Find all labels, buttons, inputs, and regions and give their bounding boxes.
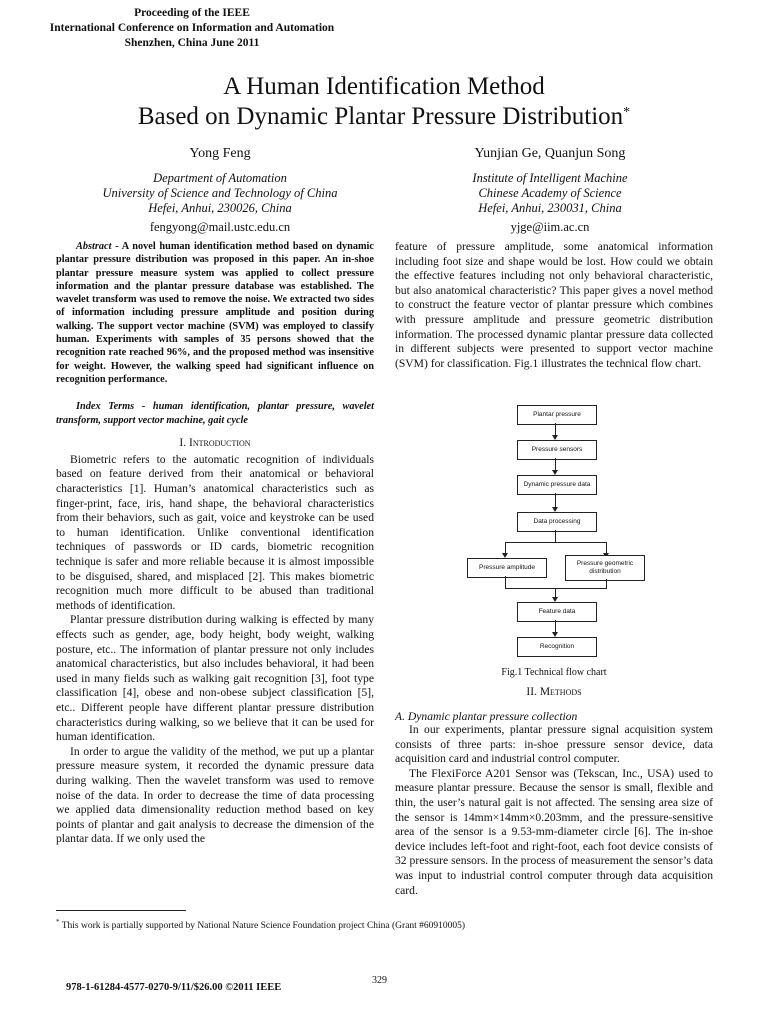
author-affiliation: Hefei, Anhui, 230031, China bbox=[478, 201, 622, 215]
paper-title bbox=[0, 72, 768, 132]
author-affiliation: Hefei, Anhui, 230026, China bbox=[148, 201, 292, 215]
abstract-text: - A novel human identification method based on dynamic plantar pressure distribution was proposed in this paper. An in-shoe plantar pressure measure system was applied to collect pressure information and the plantar pressure database was established. The wavelet transform was used to remove the noise. We extracted two sides of information including pressure amplitude and position during walking. The support vector machine (SVM) was employed to classify human. Experiments with samples of 35 persons showed that the recognition rate reached 96%, and the proposed method was insensitive for weight. However, the walking speed had significant influence on recognition performance. bbox=[56, 241, 374, 385]
author-block-right bbox=[390, 146, 710, 235]
title-line-2: Based on Dynamic Plantar Pressure Distribution* bbox=[137, 103, 631, 130]
paragraph: The FlexiForce A201 Sensor was (Tekscan, Inc., USA) used to measure plantar pressure. Because the sensor is small, flexible and thin, the user’s natural gait is not affected. The sensing area size of the sensor is 14mm×14mm×0.203mm, and the pressure-sensitive area of the sensor is a 9.53-mm-diameter circle [6]. The in-shoe device includes left-foot and right-foot, each foot device consists of 32 pressure sensors. In the process of measurement the sensor’s data was input to industrial control computer through data acquisition card. bbox=[395, 766, 713, 897]
title-footnote-marker: * bbox=[623, 105, 631, 120]
flowchart-box: Pressure geometric distribution bbox=[565, 555, 645, 581]
paragraph: Plantar pressure distribution during walking is effected by many effects such as gender, age, body height, body weight, walking posture, etc.. The information of plantar pressure not only includes anatomical characteristics, but also includes behavioral, it had been used in many fields such as walking gait recognition [3], foot type classification [4], obese and non-obese subject classification [5], etc.. Different people have different plantar pressure distribution characteristics during walking, so we believe that it can be used for human identification. bbox=[56, 613, 374, 744]
paragraph: In our experiments, plantar pressure signal acquisition system consists of three parts: in-shoe pressure sensor device, data acquisition card and industrial control computer. bbox=[395, 723, 713, 766]
flowchart-box: Plantar pressure bbox=[517, 405, 597, 425]
author-affiliation: Institute of Intelligent Machine bbox=[472, 171, 628, 185]
author-email: fengyong@mail.ustc.edu.cn bbox=[149, 220, 291, 234]
subsection-heading: A. Dynamic plantar pressure collection bbox=[395, 710, 578, 723]
left-column bbox=[56, 240, 374, 847]
methods-section bbox=[395, 686, 713, 898]
header-line-3: Shenzhen, China June 2011 bbox=[124, 37, 260, 49]
index-terms-text: - human identification, plantar pressure, wavelet transform, support vector machine, gait cycle bbox=[56, 401, 374, 426]
index-terms-label: Index Terms bbox=[76, 401, 135, 413]
abstract bbox=[56, 240, 374, 386]
header-line-1: Proceeding of the IEEE bbox=[134, 7, 250, 19]
abstract-label: Abstract bbox=[76, 241, 112, 252]
flowchart-box: Data processing bbox=[517, 512, 597, 532]
author-email: yjge@iim.ac.cn bbox=[510, 220, 590, 234]
flowchart-box: Dynamic pressure data bbox=[517, 475, 597, 495]
header-line-2: International Conference on Information and Automation bbox=[49, 22, 335, 34]
flowchart bbox=[395, 395, 713, 660]
paragraph: feature of pressure amplitude, some anatomical information including foot size and shape would be lost. How could we obtain the effective features including not only behavioral characteristic, but also anatomical characteristic? This paper gives a novel method to construct the feature vector of plantar pressure which combines with pressure amplitude and pressure geometric distribution information. The processed dynamic plantar pressure data collected in different subjects were presented to support vector machine (SVM) for classification. Fig.1 illustrates the technical flow chart. bbox=[395, 240, 713, 370]
flowchart-box: Recognition bbox=[517, 637, 597, 657]
paragraph: In order to argue the validity of the method, we put up a plantar pressure measure system, it recorded the dynamic pressure data during walking. Then the wavelet transform was used to remove noise of the data. In order to decrease the time of data processing we applied data dimensionality reduction method based on key points of plantar and gait analysis to decrease the dimension of the plantar data. If we only used the bbox=[56, 744, 374, 846]
isbn-line: 978-1-61284-4577-0270-9/11/$26.00 ©2011 IEEE bbox=[66, 982, 282, 993]
right-column-intro bbox=[395, 240, 713, 371]
author-affiliation: University of Science and Technology of China bbox=[102, 186, 338, 200]
footnote-rule bbox=[56, 910, 186, 911]
section-heading-introduction: I. Introduction bbox=[179, 436, 251, 449]
flowchart-box: Pressure sensors bbox=[517, 440, 597, 460]
footnote-text: This work is partially supported by National Nature Science Foundation project China (Grant #60910005) bbox=[59, 921, 466, 932]
flowchart-box: Pressure amplitude bbox=[467, 558, 547, 578]
author-name: Yunjian Ge, Quanjun Song bbox=[474, 146, 626, 161]
introduction-body bbox=[56, 453, 374, 847]
footnote-marker: * bbox=[56, 918, 60, 926]
author-block-left bbox=[60, 146, 380, 235]
footnote bbox=[56, 918, 716, 931]
index-terms bbox=[56, 400, 374, 427]
methods-body bbox=[395, 723, 713, 898]
figure-caption: Fig.1 Technical flow chart bbox=[501, 667, 607, 678]
section-heading-methods: II. Methods bbox=[526, 686, 582, 698]
author-name: Yong Feng bbox=[189, 146, 251, 161]
paragraph: Biometric refers to the automatic recognition of individuals based on feature derived from their anatomical or behavioral characteristics [1]. Human’s anatomical characteristics such as finger-print, face, iris, hand shape, the behavioral characteristics from their behaviors, such as gait, voice and keystroke can be used to human identification. Unlike conventional identification techniques of passwords or ID cards, biometric recognition technique is safer and more reliable because it is almost impossible to be disguised, shared, and misplaced [2]. This makes biometric recognition much more difficult to be abused than traditional methods of identification. bbox=[56, 452, 374, 612]
title-line-1: A Human Identification Method bbox=[223, 73, 545, 100]
author-affiliation: Chinese Academy of Science bbox=[478, 186, 622, 200]
conference-header bbox=[0, 6, 384, 51]
author-affiliation: Department of Automation bbox=[153, 171, 287, 185]
flowchart-box: Feature data bbox=[517, 602, 597, 622]
page-number: 329 bbox=[372, 975, 387, 986]
